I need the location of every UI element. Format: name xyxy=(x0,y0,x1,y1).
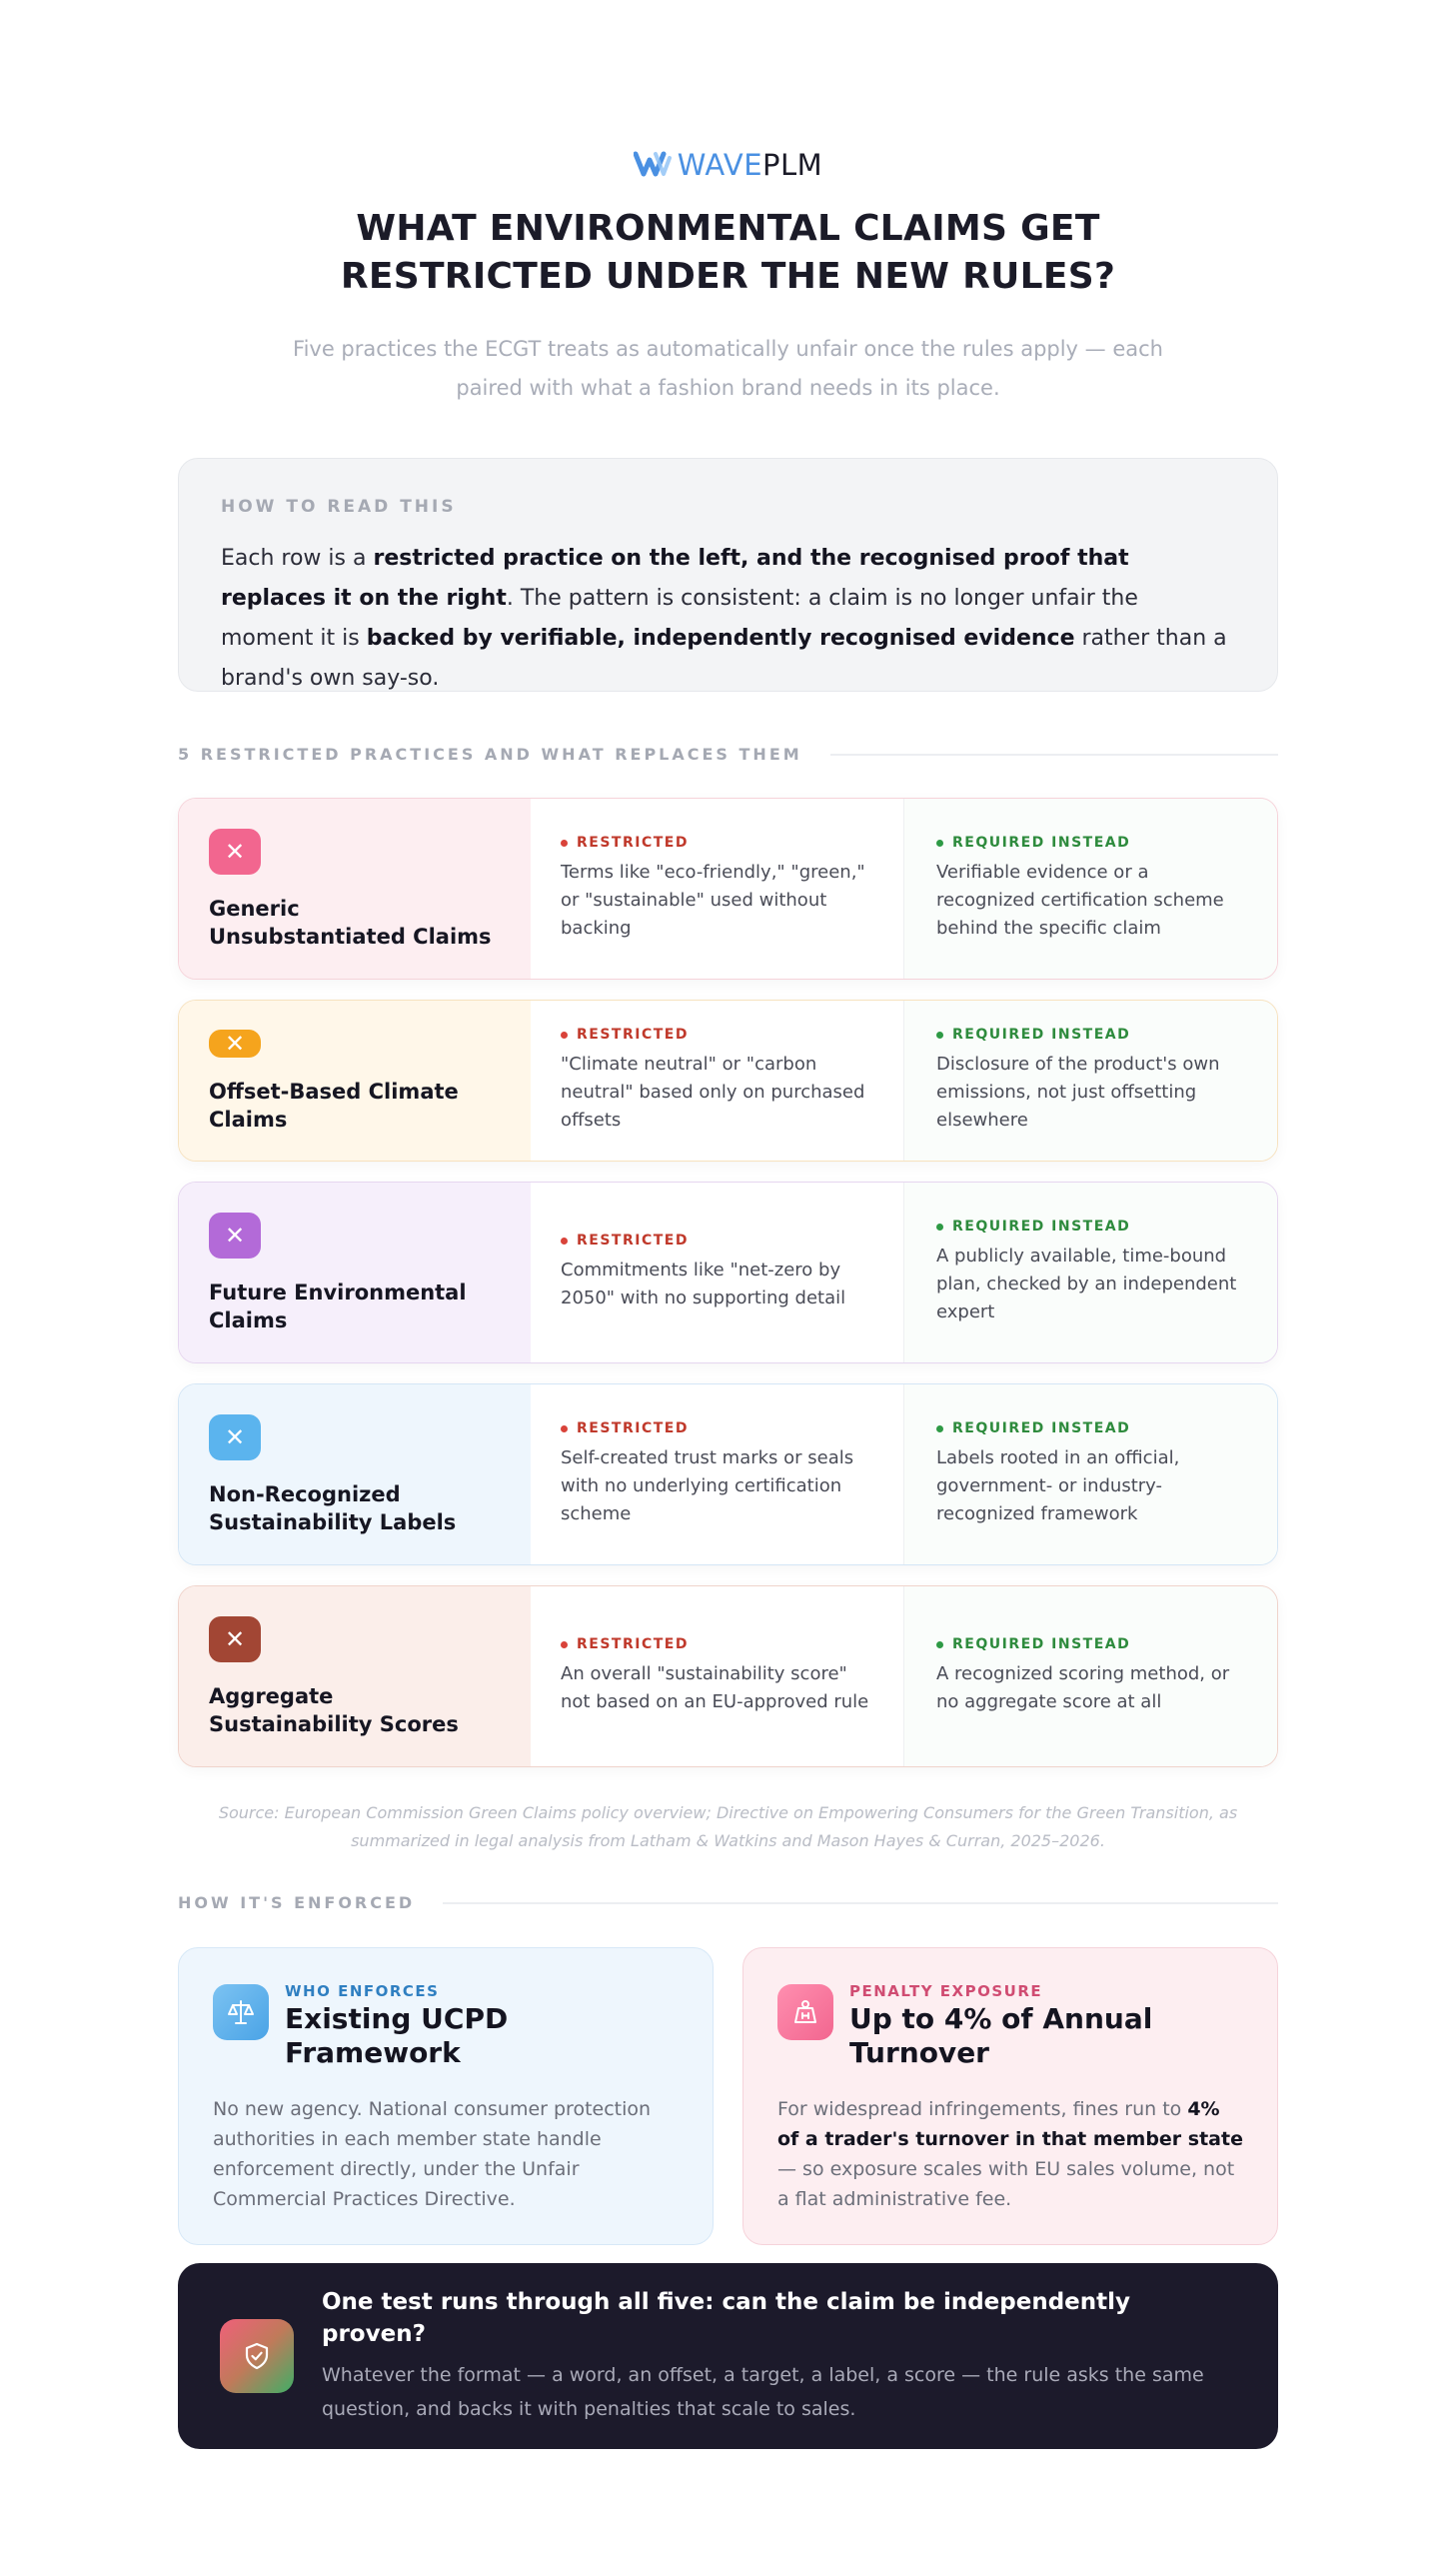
restricted-description: "Climate neutral" or "carbon neutral" based only on purchased offsets xyxy=(561,1054,865,1131)
green-dot-icon xyxy=(936,1425,943,1432)
summary-title: One test runs through all five: can the claim be independently proven? xyxy=(322,2289,1131,2347)
x-icon: ✕ xyxy=(209,1414,261,1460)
practice-name-cell xyxy=(179,1183,531,1362)
who-enforces-body: No new agency. National consumer protection authorities in each member state handle enforcement directly, under the Unfair Commercial Practices Directive. xyxy=(213,2098,652,2210)
restricted-cell xyxy=(531,799,904,979)
restricted-tag-label: RESTRICTED xyxy=(577,1233,689,1249)
required-tag xyxy=(936,1219,1243,1235)
practice-row xyxy=(178,1383,1278,1565)
restricted-tag xyxy=(561,1420,873,1436)
summary-banner xyxy=(178,2263,1278,2449)
who-enforces-card xyxy=(178,1947,714,2245)
required-tag-label: REQUIRED INSTEAD xyxy=(952,1027,1131,1043)
penalty-kicker: PENALTY EXPOSURE xyxy=(849,1982,1043,2000)
restricted-cell xyxy=(531,1586,904,1766)
penalty-title: Up to 4% of Annual Turnover xyxy=(849,2002,1153,2069)
weight-icon xyxy=(777,1984,833,2040)
required-description: A publicly available, time-bound plan, checked by an independent expert xyxy=(936,1246,1237,1322)
how-to-read-box xyxy=(178,458,1278,692)
practice-name-cell xyxy=(179,1001,531,1161)
restricted-description: Terms like "eco-friendly," "green," or "sustainable" used without backing xyxy=(561,862,865,939)
required-tag-label: REQUIRED INSTEAD xyxy=(952,1636,1131,1652)
required-tag-label: REQUIRED INSTEAD xyxy=(952,1219,1131,1235)
required-description: Disclosure of the product's own emissions, not just offsetting elsewhere xyxy=(936,1054,1220,1131)
restricted-tag xyxy=(561,835,873,851)
red-dot-icon xyxy=(561,840,568,847)
required-tag-label: REQUIRED INSTEAD xyxy=(952,835,1131,851)
how-to-read-bold-2: backed by verifiable, independently recognised evidence xyxy=(366,626,1075,651)
restricted-tag-label: RESTRICTED xyxy=(577,1420,689,1436)
practice-name-cell xyxy=(179,1586,531,1766)
practice-name: Aggregate Sustainability Scores xyxy=(209,1684,459,1736)
how-to-read-bold-1: restricted practice on the left, and the recognised proof that replaces it on the right xyxy=(221,546,1129,611)
brand-logo xyxy=(0,148,1456,184)
green-dot-icon xyxy=(936,1641,943,1648)
required-cell xyxy=(904,799,1277,979)
required-description: Labels rooted in an official, government- or industry-recognized framework xyxy=(936,1447,1180,1524)
source-note: Source: European Commission Green Claims policy overview; Directive on Empowering Consumers for the Green Transition, as summarized in legal analysis from Latham & Watkins and Mason Hayes & Curran, 2025–2026. xyxy=(218,1803,1238,1850)
required-cell xyxy=(904,1384,1277,1564)
practice-row xyxy=(178,1585,1278,1767)
restricted-tag xyxy=(561,1636,873,1652)
practices-section-heading xyxy=(178,745,1278,764)
section-divider xyxy=(443,1902,1278,1904)
shield-check-icon xyxy=(220,2319,294,2393)
penalty-text-2: — so exposure scales with EU sales volume, not a flat administrative fee. xyxy=(777,2158,1235,2210)
restricted-cell xyxy=(531,1001,904,1161)
who-enforces-kicker: WHO ENFORCES xyxy=(285,1982,440,2000)
how-to-read-text-1: Each row is a xyxy=(221,546,374,571)
required-tag xyxy=(936,1420,1243,1436)
restricted-tag-label: RESTRICTED xyxy=(577,1027,689,1043)
red-dot-icon xyxy=(561,1032,568,1039)
enforced-section-heading xyxy=(178,1893,1278,1912)
required-tag xyxy=(936,835,1243,851)
summary-body: Whatever the format — a word, an offset, a target, a label, a score — the rule asks the same question, and backs it with penalties that scale to sales. xyxy=(322,2364,1204,2420)
restricted-tag-label: RESTRICTED xyxy=(577,1636,689,1652)
green-dot-icon xyxy=(936,1224,943,1231)
practice-name: Non-Recognized Sustainability Labels xyxy=(209,1482,457,1534)
penalty-exposure-card xyxy=(742,1947,1278,2245)
required-description: Verifiable evidence or a recognized certification scheme behind the specific claim xyxy=(936,862,1224,939)
required-tag xyxy=(936,1636,1243,1652)
required-tag-label: REQUIRED INSTEAD xyxy=(952,1420,1131,1436)
brand-name-part1: WAVE xyxy=(677,148,763,182)
restricted-description: Commitments like "net-zero by 2050" with no supporting detail xyxy=(561,1260,846,1308)
x-icon: ✕ xyxy=(209,1616,261,1662)
wave-logo-icon xyxy=(634,150,672,184)
restricted-tag xyxy=(561,1027,873,1043)
practice-name: Future Environmental Claims xyxy=(209,1280,467,1332)
section-divider xyxy=(830,754,1278,756)
x-icon: ✕ xyxy=(209,1213,261,1259)
x-icon: ✕ xyxy=(209,1030,261,1058)
practice-name: Offset-Based Climate Claims xyxy=(209,1080,459,1132)
restricted-description: Self-created trust marks or seals with no underlying certification scheme xyxy=(561,1447,854,1524)
how-to-read-label: HOW TO READ THIS xyxy=(221,497,457,517)
page-subtitle: Five practices the ECGT treats as automatically unfair once the rules apply — each paired with what a fashion brand needs in its place. xyxy=(293,337,1163,400)
practice-row xyxy=(178,798,1278,980)
penalty-text-1: For widespread infringements, fines run to xyxy=(777,2098,1188,2120)
red-dot-icon xyxy=(561,1641,568,1648)
how-to-read-body xyxy=(221,539,1235,699)
practice-name-cell xyxy=(179,799,531,979)
required-cell xyxy=(904,1183,1277,1362)
brand-name-part2: PLM xyxy=(762,148,823,182)
penalty-bold: 4% of a trader's turnover in that member state xyxy=(777,2098,1243,2150)
penalty-body xyxy=(777,2094,1243,2214)
practice-name: Generic Unsubstantiated Claims xyxy=(209,897,492,949)
restricted-description: An overall "sustainability score" not based on an EU-approved rule xyxy=(561,1663,869,1712)
required-tag xyxy=(936,1027,1243,1043)
red-dot-icon xyxy=(561,1238,568,1245)
restricted-tag-label: RESTRICTED xyxy=(577,835,689,851)
practice-row xyxy=(178,1182,1278,1363)
how-to-read-text-2: . The pattern is consistent: a claim is no longer unfair the moment it is xyxy=(221,586,1138,651)
practices-heading-text: 5 RESTRICTED PRACTICES AND WHAT REPLACES THEM xyxy=(178,745,802,764)
x-icon: ✕ xyxy=(209,829,261,875)
page-title-line2: RESTRICTED UNDER THE NEW RULES? xyxy=(340,256,1116,297)
page-title-line1: WHAT ENVIRONMENTAL CLAIMS GET xyxy=(356,208,1100,249)
scales-icon xyxy=(213,1984,269,2040)
practice-row xyxy=(178,1000,1278,1162)
practice-name-cell xyxy=(179,1384,531,1564)
green-dot-icon xyxy=(936,1032,943,1039)
required-cell xyxy=(904,1001,1277,1161)
who-enforces-title: Existing UCPD Framework xyxy=(285,2002,509,2069)
red-dot-icon xyxy=(561,1425,568,1432)
restricted-tag xyxy=(561,1233,873,1249)
required-description: A recognized scoring method, or no aggregate score at all xyxy=(936,1663,1230,1712)
restricted-cell xyxy=(531,1183,904,1362)
green-dot-icon xyxy=(936,840,943,847)
how-to-read-text-3: rather than a brand's own say-so. xyxy=(221,626,1227,691)
required-cell xyxy=(904,1586,1277,1766)
restricted-cell xyxy=(531,1384,904,1564)
page-title xyxy=(0,205,1456,301)
enforced-heading-text: HOW IT'S ENFORCED xyxy=(178,1893,416,1912)
